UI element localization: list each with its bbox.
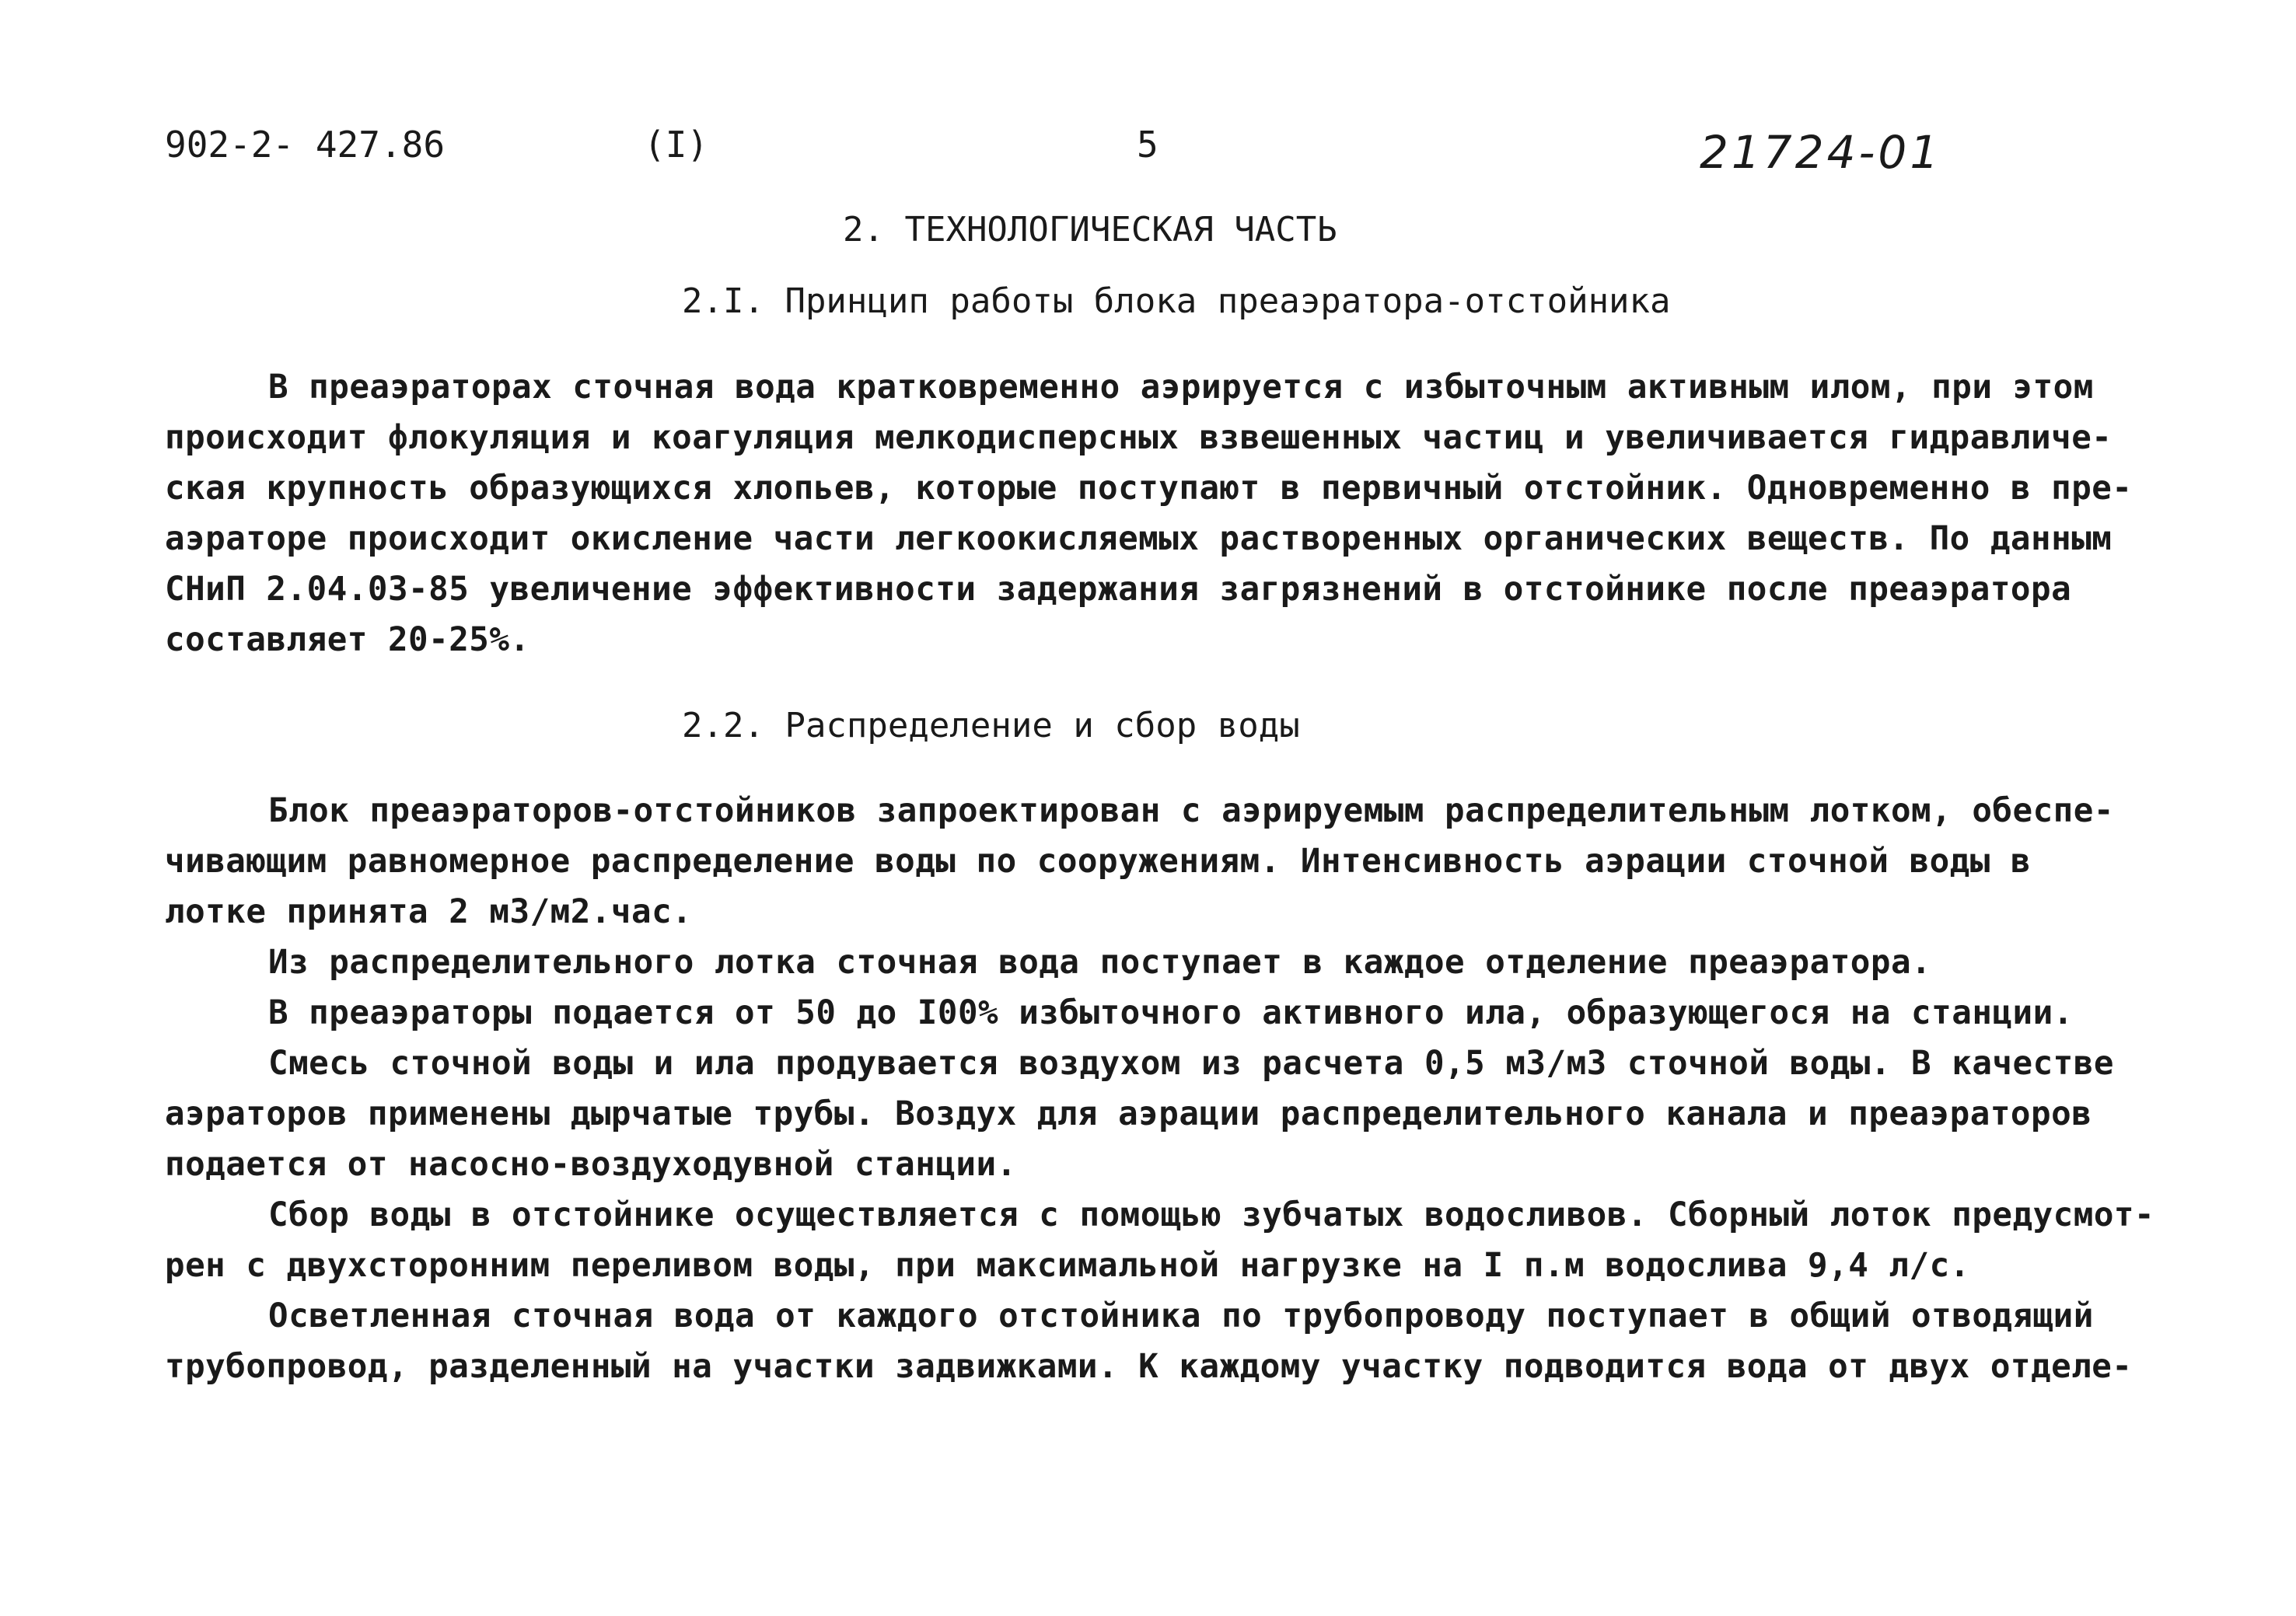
paragraph-line: составляет 20-25%. — [165, 621, 530, 659]
paragraph-line: ская крупность образующихся хлопьев, которые поступают в первичный отстойник. Одновременно в пре- — [165, 469, 2133, 508]
paragraph-line: аэраторов применены дырчатые трубы. Воздух для аэрации распределительного канала и преаэраторов — [165, 1095, 2092, 1133]
paragraph-line: происходит флокуляция и коагуляция мелкодисперсных взвешенных частиц и увеличивается гидравличе- — [165, 419, 2113, 457]
paragraph-line: Сбор воды в отстойнике осуществляется с помощью зубчатых водосливов. Сборный лоток предусмот- — [268, 1196, 2155, 1234]
paragraph-line: Блок преаэраторов-отстойников запроектирован с аэрируемым распределительным лотком, обеспе- — [268, 792, 2114, 830]
paragraph-line: Из распределительного лотка сточная вода поступает в каждое отделение преаэратора. — [268, 944, 1932, 982]
paragraph-line: подается от насосно-воздуходувной станции. — [165, 1146, 1017, 1184]
paragraph-line: В преаэраторы подается от 50 до I00% избыточного активного ила, образующегося на станции. — [268, 994, 2074, 1032]
paragraph-line: лотке принята 2 м3/м2.час. — [165, 893, 693, 931]
paragraph-line: рен с двухсторонним переливом воды, при максимальной нагрузке на I п.м водослива 9,4 л/с. — [165, 1247, 1970, 1285]
subsection-2-title: 2.2. Распределение и сбор воды — [682, 706, 1300, 745]
paragraph-line: Смесь сточной воды и ила продувается воздухом из расчета 0,5 м3/м3 сточной воды. В качестве — [268, 1045, 2114, 1083]
document-code: 902-2- 427.86 — [165, 124, 446, 166]
paragraph-line: СНиП 2.04.03-85 увеличение эффективности задержания загрязнений в отстойнике после преаэратора — [165, 571, 2072, 609]
paragraph-line: трубопровод, разделенный на участки задвижками. К каждому участку подводится вода от двух отделе- — [165, 1348, 2133, 1386]
page-number: 5 — [1137, 124, 1158, 166]
document-part: (I) — [644, 124, 709, 166]
inventory-number: 21724-01 — [1700, 126, 1942, 179]
paragraph-line: чивающим равномерное распределение воды по сооружениям. Интенсивность аэрации сточной воды в — [165, 843, 2032, 881]
paragraph-line: В преаэраторах сточная вода кратковременно аэрируется с избыточным активным илом, при этом — [268, 368, 2094, 407]
paragraph-line: аэраторе происходит окисление части легкоокисляемых растворенных органических веществ. По данным — [165, 520, 2113, 558]
section-title: 2. ТЕХНОЛОГИЧЕСКАЯ ЧАСТЬ — [843, 210, 1337, 250]
paragraph-line: Осветленная сточная вода от каждого отстойника по трубопроводу поступает в общий отводящий — [268, 1297, 2094, 1335]
subsection-1-title: 2.I. Принцип работы блока преаэратора-отстойника — [682, 281, 1671, 321]
